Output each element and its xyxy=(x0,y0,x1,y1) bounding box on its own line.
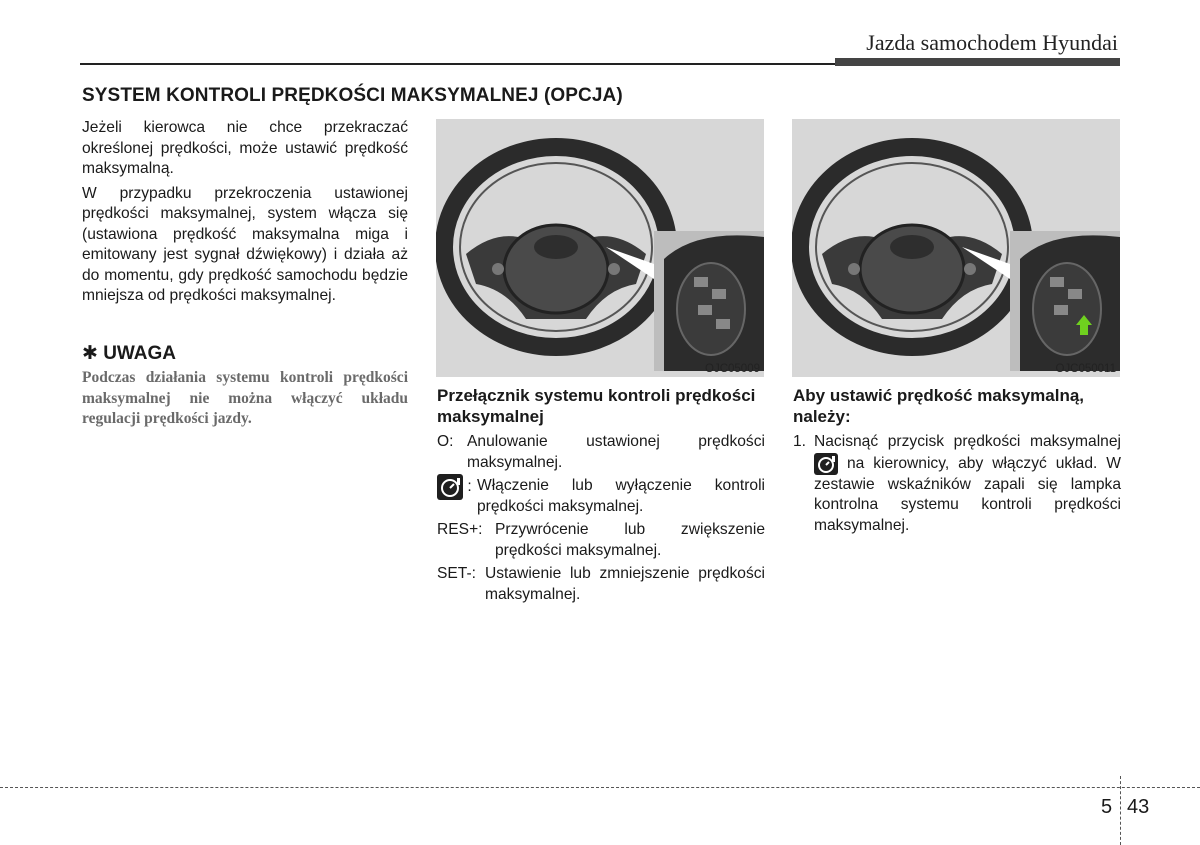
figure-steering-wheel-2 xyxy=(792,119,1120,377)
figure-code: OJC050011 xyxy=(1055,363,1116,375)
item-key: : xyxy=(467,478,472,496)
item-text: Włączenie lub wyłączenie kontroli prędkości maksymalnej. xyxy=(477,477,765,515)
figure-steering-wheel-1 xyxy=(436,119,764,377)
list-item xyxy=(793,432,1121,536)
item-text: Przywrócenie lub zwiększenie prędkości maksymalnej. xyxy=(495,521,765,559)
page-number: 43 xyxy=(1127,796,1150,818)
step-text-before: Nacisnąć przycisk prędkości maksymalnej xyxy=(814,433,1121,450)
figure-code: OJC05009 xyxy=(705,363,760,375)
intro-paragraph-2: W przypadku przekroczenia ustawionej prędkości maksymalnej, system włącza się (ustawiona prędkość maksymalna miga i emitowany jest sygnał dźwiękowy) i działa aż do momentu, gdy prędkość samochodu będzie mniejsza od prędkości maksymalnej. xyxy=(82,184,408,304)
steering-wheel-icon xyxy=(436,119,764,377)
intro-text xyxy=(82,118,408,311)
item-key: SET-: xyxy=(437,565,476,582)
list-item xyxy=(437,520,765,561)
warning-body: Podczas działania systemu kontroli prędkości maksymalnej nie można włączyć układu regulacji prędkości jazdy. xyxy=(82,369,408,427)
running-header: Jazda samochodem Hyundai xyxy=(866,30,1118,55)
header-bar xyxy=(835,58,1120,66)
speed-limiter-icon xyxy=(437,474,463,500)
list-item xyxy=(437,564,765,605)
chapter-number: 5 xyxy=(1101,796,1113,818)
set-heading: Aby ustawić prędkość maksymalną, należy: xyxy=(793,386,1085,426)
list-item xyxy=(437,432,765,473)
list-item xyxy=(437,476,765,517)
item-key: RES+: xyxy=(437,521,483,538)
switch-list xyxy=(437,432,765,608)
step-text-after: na kierownicy, aby włączyć układ. W zestawie wskaźników zapali się lampka kontrolna systemu kontroli prędkości maksymalnej. xyxy=(814,454,1121,534)
section-title: SYSTEM KONTROLI PRĘDKOŚCI MAKSYMALNEJ (OPCJA) xyxy=(82,85,623,106)
intro-paragraph-1: Jeżeli kierowca nie chce przekraczać określonej prędkości, może ustawić prędkość maksymalną. xyxy=(82,119,408,177)
set-steps xyxy=(793,432,1121,539)
warning-heading: ✱ UWAGA xyxy=(82,343,177,364)
item-text: Anulowanie ustawionej prędkości maksymalnej. xyxy=(467,433,765,471)
item-text: Ustawienie lub zmniejszenie prędkości maksymalnej. xyxy=(485,565,765,603)
speed-limiter-icon xyxy=(814,453,838,475)
steering-wheel-arrow-icon xyxy=(792,119,1120,377)
switch-heading: Przełącznik systemu kontroli prędkości maksymalnej xyxy=(437,386,756,426)
item-key: O: xyxy=(437,433,454,450)
step-number: 1. xyxy=(793,433,807,450)
footer-divider xyxy=(1120,776,1121,845)
footer-rule xyxy=(0,787,1200,788)
header-rule xyxy=(80,63,835,65)
